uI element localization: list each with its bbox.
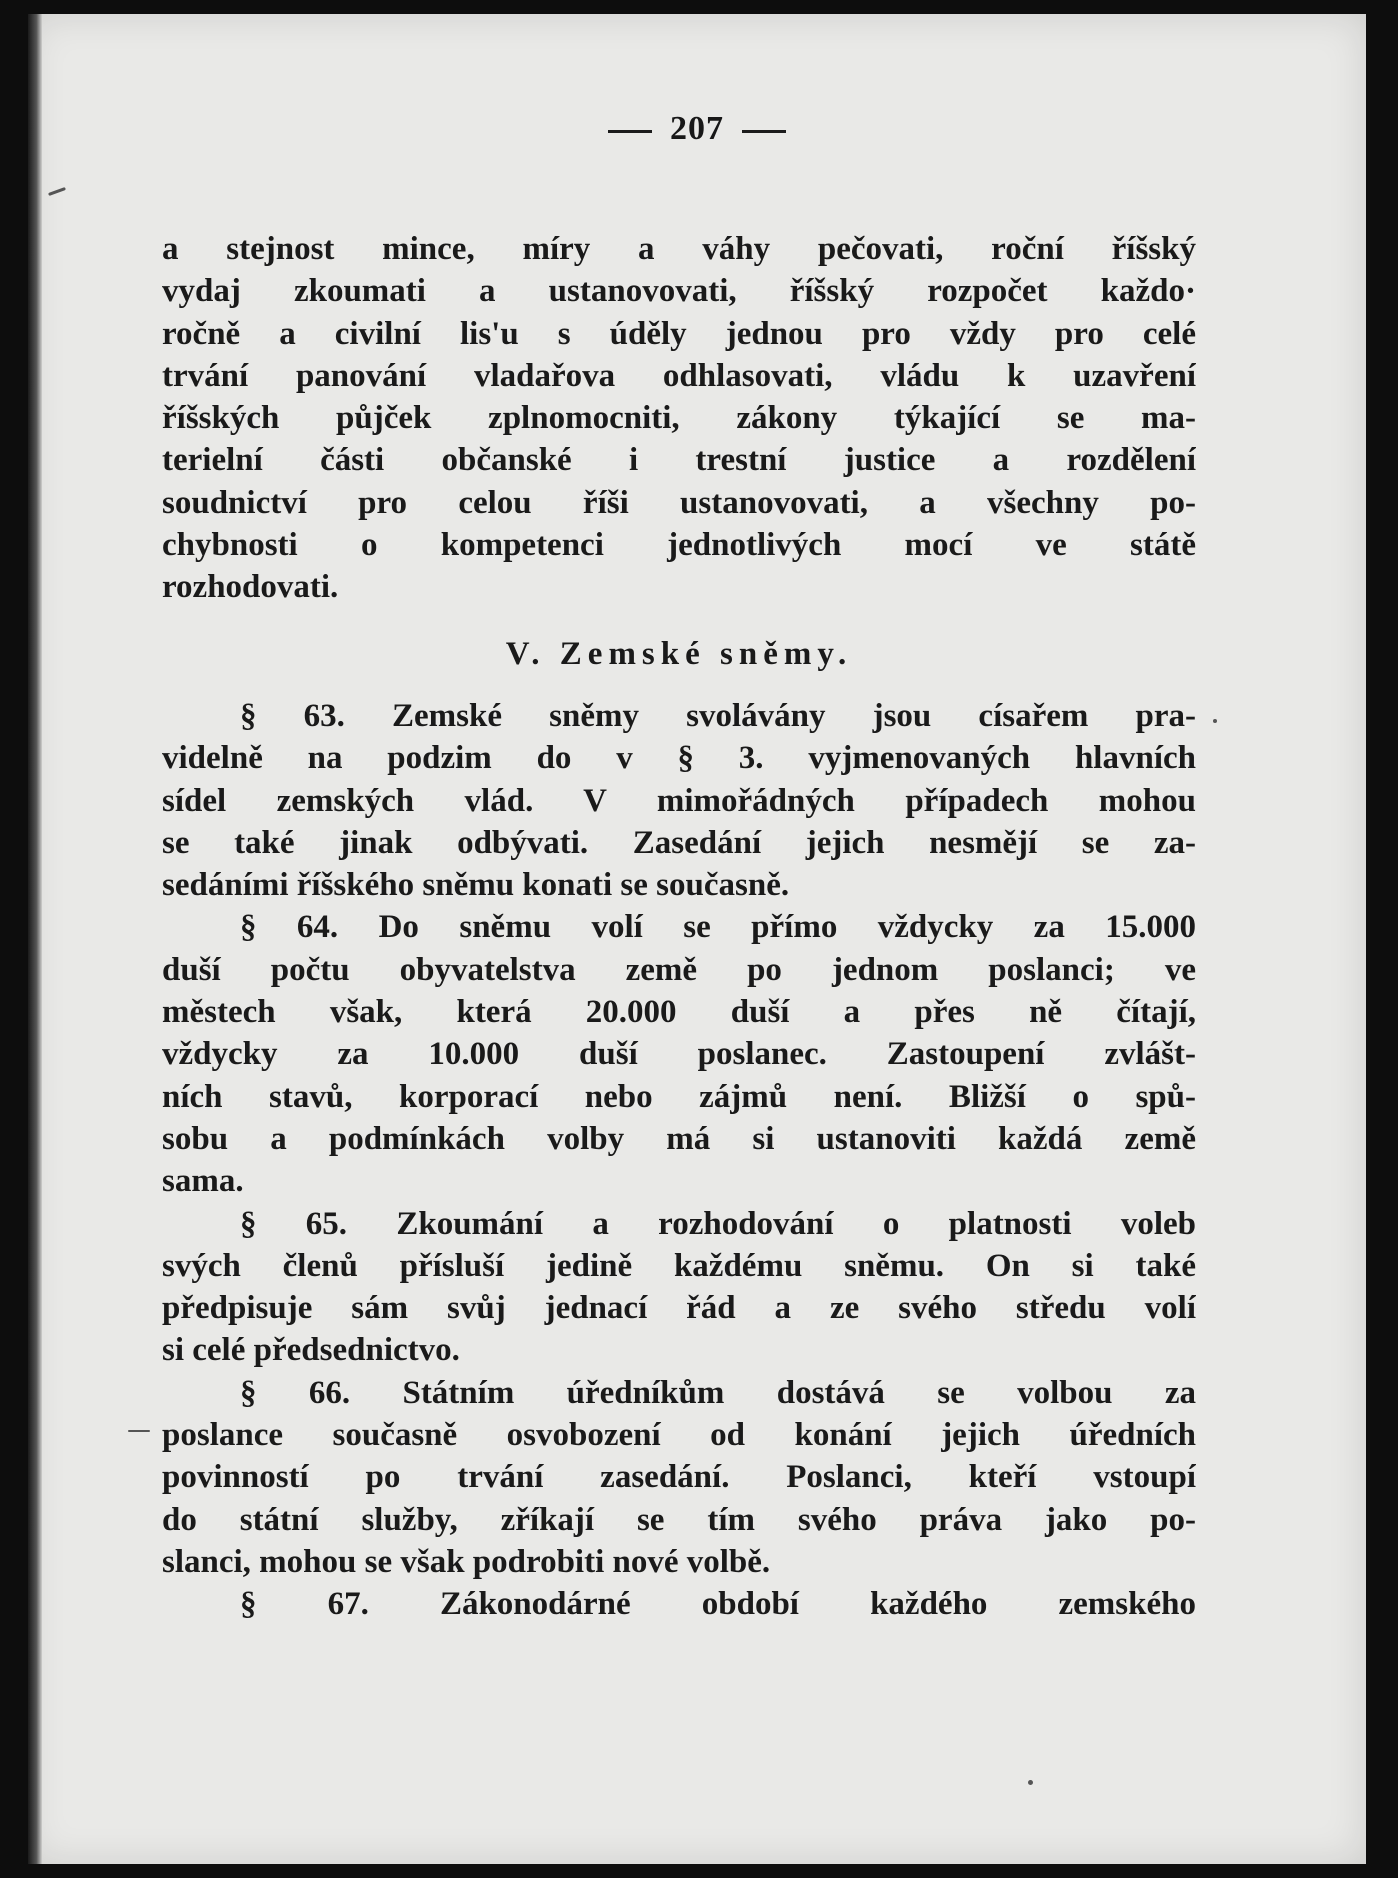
- text-line: § 64. Do sněmu volí se přímo vždycky za 15.000: [240, 909, 1196, 946]
- text-line: povinností po trvání zasedání. Poslanci, kteří vstoupí: [162, 1459, 1196, 1496]
- text-line: vydaj zkoumati a ustanovovati, říšský rozpočet každo·: [162, 273, 1196, 310]
- text-line: terielní části občanské i trestní justice a rozdělení: [162, 442, 1196, 479]
- book-spine: [28, 14, 42, 1864]
- page-number-value: 207: [670, 110, 724, 147]
- text-line: videlně na podzim do v § 3. vyjmenovaných hlavních: [162, 740, 1196, 777]
- text-line: chybnosti o kompetenci jednotlivých mocí ve státě: [162, 527, 1196, 564]
- dash-right: [742, 130, 786, 133]
- book-page: [28, 14, 1366, 1864]
- paper-speck: [1028, 1780, 1033, 1785]
- paper-speck: [128, 1430, 150, 1432]
- dash-left: [608, 130, 652, 133]
- paragraph: [162, 228, 1196, 609]
- text-line: sedáními říšského sněmu konati se současně.: [162, 867, 790, 904]
- text-line: svých členů přísluší jedině každému sněmu. On si také: [162, 1247, 1196, 1284]
- section-paragraph: [162, 1372, 1196, 1583]
- text-line: sama.: [162, 1163, 244, 1200]
- text-line: § 65. Zkoumání a rozhodování o platnosti voleb: [240, 1205, 1196, 1242]
- text-line: soudnictví pro celou říši ustanovovati, a všechny po-: [162, 484, 1196, 521]
- page-number: [28, 110, 1366, 148]
- text-line: poslance současně osvobození od konání jejich úředních: [162, 1417, 1196, 1454]
- section-paragraph: [162, 906, 1196, 1202]
- section-paragraph: [162, 695, 1196, 906]
- text-line: sídel zemských vlád. V mimořádných případech mohou: [162, 782, 1196, 819]
- text-line: ročně a civilní lis'u s úděly jednou pro vždy pro celé: [162, 315, 1196, 352]
- paper-speck: [48, 187, 66, 196]
- text-line: do státní služby, zříkají se tím svého práva jako po-: [162, 1501, 1196, 1538]
- text-line: slanci, mohou se však podrobiti nové volbě.: [162, 1543, 771, 1580]
- text-line: říšských půjček zplnomocniti, zákony týkající se ma-: [162, 400, 1196, 437]
- page-text: [162, 228, 1196, 1626]
- text-line: § 67. Zákonodárné období každého zemského: [240, 1586, 1196, 1623]
- text-line: ních stavů, korporací nebo zájmů není. Bližší o spů-: [162, 1078, 1196, 1115]
- text-line: § 63. Zemské sněmy svolávány jsou císařem pra-: [240, 697, 1196, 734]
- text-line: se také jinak odbývati. Zasedání jejich nesmějí se za-: [162, 824, 1196, 861]
- text-line: trvání panování vladařova odhlasovati, vládu k uzavření: [162, 357, 1196, 394]
- paper-speck: [1213, 719, 1217, 723]
- section-paragraph: [162, 1583, 1196, 1625]
- text-line: předpisuje sám svůj jednací řád a ze svého středu volí: [162, 1290, 1196, 1327]
- text-line: sobu a podmínkách volby má si ustanoviti každá země: [162, 1120, 1196, 1157]
- text-line: vždycky za 10.000 duší poslanec. Zastoupení zvlášt-: [162, 1036, 1196, 1073]
- section-paragraph: [162, 1203, 1196, 1372]
- text-line: duší počtu obyvatelstva země po jednom poslanci; ve: [162, 951, 1196, 988]
- section-heading: V. Zemské sněmy.: [505, 635, 853, 672]
- text-line: městech však, která 20.000 duší a přes ně čítají,: [162, 994, 1196, 1031]
- text-line: si celé předsednictvo.: [162, 1332, 460, 1369]
- text-line: § 66. Státním úředníkům dostává se volbou za: [240, 1374, 1196, 1411]
- text-line: a stejnost mince, míry a váhy pečovati, roční říšský: [162, 231, 1196, 267]
- text-line: rozhodovati.: [162, 569, 339, 606]
